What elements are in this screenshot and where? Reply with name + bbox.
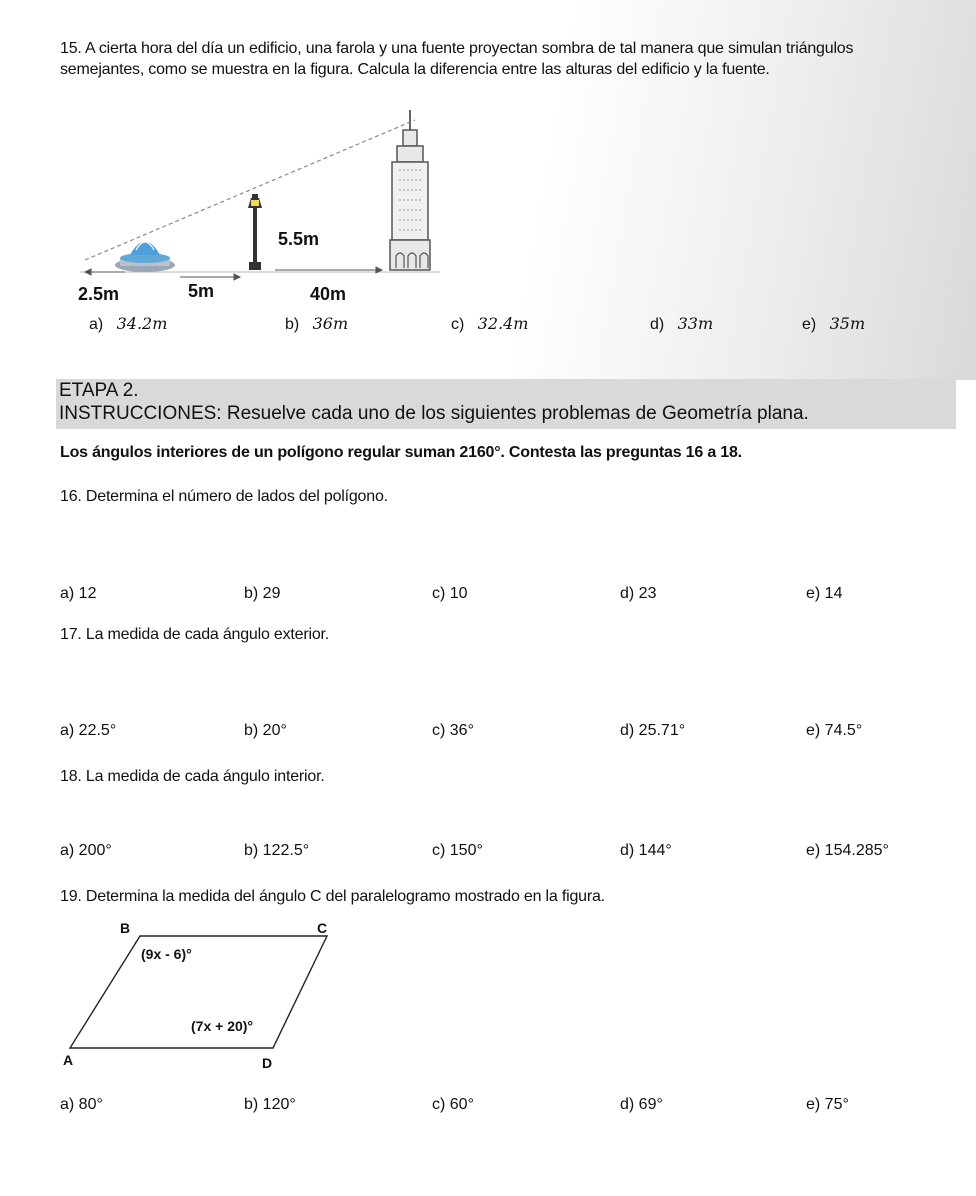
fountain-icon	[115, 242, 175, 273]
q19-option-d[interactable]: d) 69°	[620, 1096, 663, 1113]
q16-option-c[interactable]: c) 10	[432, 585, 468, 602]
vertex-a-label: A	[63, 1052, 74, 1068]
q18-option-c[interactable]: c) 150°	[432, 842, 483, 859]
q16-option-e[interactable]: e) 14	[806, 585, 843, 602]
q16-option-d[interactable]: d) 23	[620, 585, 657, 602]
q15-option-a[interactable]	[89, 314, 167, 334]
q15-text-line2: semejantes, como se muestra en la figura. Calcula la diferencia entre las alturas del edificio y la fuente.	[60, 61, 770, 78]
q18-option-e[interactable]: e) 154.285°	[806, 842, 889, 859]
building-icon	[390, 110, 430, 270]
label-gap-fountain-lamp: 5m	[188, 281, 215, 301]
q17-option-b[interactable]: b) 20°	[244, 722, 287, 739]
street-lamp-icon	[248, 194, 262, 270]
etapa-title: ETAPA 2.	[59, 380, 139, 401]
q17-option-c[interactable]: c) 36°	[432, 722, 474, 739]
option-value: 32.4m	[477, 314, 529, 333]
q17-option-d[interactable]: d) 25.71°	[620, 722, 686, 739]
option-value: 34.2m	[116, 314, 168, 333]
q19-option-b[interactable]: b) 120°	[244, 1096, 296, 1113]
option-letter: b)	[285, 316, 300, 333]
etapa-instructions: INSTRUCCIONES: Resuelve cada uno de los siguientes problemas de Geometría plana.	[59, 403, 809, 424]
q17-option-e[interactable]: e) 74.5°	[806, 722, 863, 739]
q15-option-b[interactable]	[285, 314, 348, 334]
option-letter: a)	[89, 316, 104, 333]
q15-figure	[70, 110, 450, 310]
option-value: 36m	[312, 314, 349, 333]
polygon-context: Los ángulos interiores de un polígono regular suman 2160°. Contesta las preguntas 16 a 18.	[60, 444, 742, 461]
vertex-d-label: D	[262, 1055, 273, 1071]
q18-text: 18. La medida de cada ángulo interior.	[60, 768, 325, 785]
option-letter: e)	[802, 316, 817, 333]
label-lamp-to-building: 40m	[310, 284, 347, 304]
sun-ray-line	[85, 120, 415, 260]
q18-option-a[interactable]: a) 200°	[60, 842, 112, 859]
q19-text: 19. Determina la medida del ángulo C del paralelogramo mostrado en la figura.	[60, 888, 605, 905]
parallelogram-figure	[55, 915, 345, 1075]
option-value: 33m	[677, 314, 714, 333]
q19-option-e[interactable]: e) 75°	[806, 1096, 849, 1113]
label-shadow-fountain: 2.5m	[78, 284, 120, 304]
q19-option-c[interactable]: c) 60°	[432, 1096, 474, 1113]
angle-b-expression: (9x - 6)°	[141, 946, 192, 962]
q15-option-d[interactable]	[650, 314, 713, 334]
option-letter: d)	[650, 316, 665, 333]
angle-d-expression: (7x + 20)°	[191, 1018, 254, 1034]
vertex-c-label: C	[317, 920, 328, 936]
q15-option-c[interactable]	[451, 314, 528, 334]
q16-option-a[interactable]: a) 12	[60, 585, 97, 602]
vertex-b-label: B	[120, 920, 131, 936]
q15-option-e[interactable]	[802, 314, 865, 334]
q19-option-a[interactable]: a) 80°	[60, 1096, 103, 1113]
q18-option-b[interactable]: b) 122.5°	[244, 842, 310, 859]
q16-text: 16. Determina el número de lados del polígono.	[60, 488, 388, 505]
etapa-header	[56, 379, 956, 429]
option-letter: c)	[451, 316, 465, 333]
label-lamp-height: 5.5m	[278, 229, 320, 249]
q17-text: 17. La medida de cada ángulo exterior.	[60, 626, 330, 643]
q15-text-line1: 15. A cierta hora del día un edificio, una farola y una fuente proyectan sombra de tal manera que simulan triángulos	[60, 40, 854, 57]
q18-option-d[interactable]: d) 144°	[620, 842, 672, 859]
option-value: 35m	[829, 314, 866, 333]
q17-option-a[interactable]: a) 22.5°	[60, 722, 117, 739]
q16-option-b[interactable]: b) 29	[244, 585, 281, 602]
